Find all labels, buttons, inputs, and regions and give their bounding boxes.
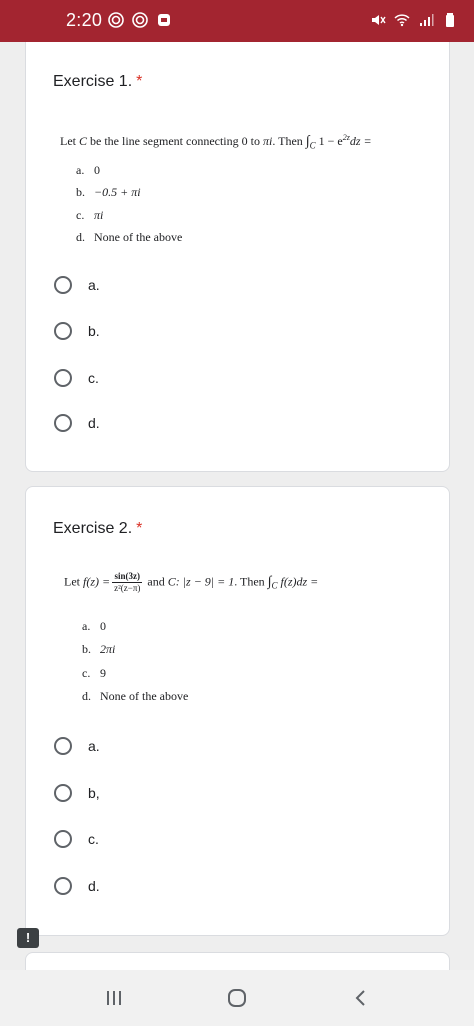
exercise-title-text: Exercise 1. <box>53 73 133 90</box>
answer-option <box>76 230 182 245</box>
exercise-title <box>53 520 142 538</box>
option-letter: b. <box>82 642 91 656</box>
radio-button[interactable] <box>54 877 72 895</box>
radio-choice-d[interactable] <box>54 414 100 432</box>
radio-label: c. <box>88 831 99 847</box>
question-text <box>64 571 318 594</box>
home-icon[interactable] <box>223 986 251 1010</box>
mute-icon <box>370 12 386 28</box>
status-right-icons <box>370 12 458 28</box>
radio-label: a. <box>88 738 100 754</box>
exercise-card <box>25 486 450 936</box>
q-part: dz = <box>349 134 372 148</box>
radio-button[interactable] <box>54 276 72 294</box>
answer-option <box>82 689 188 704</box>
battery-icon <box>442 12 458 28</box>
status-time: 2:20 <box>66 10 103 30</box>
radio-choice-d[interactable] <box>54 877 100 895</box>
q-part: C <box>79 134 88 148</box>
radio-choice-b[interactable] <box>54 322 100 340</box>
radio-choice-a[interactable] <box>54 276 100 294</box>
option-letter: a. <box>82 619 91 633</box>
option-text: −0.5 + πi <box>94 185 141 199</box>
exercise-card <box>25 952 450 970</box>
option-letter: c. <box>76 208 85 222</box>
option-text: 0 <box>94 163 100 177</box>
answer-option <box>82 619 106 634</box>
integral-sign: ∫ <box>305 134 310 149</box>
status-left-icons <box>108 12 172 28</box>
q-part: 1 − e <box>315 134 343 148</box>
radio-label: b. <box>88 323 100 339</box>
radio-choice-c[interactable] <box>54 369 99 387</box>
radio-label: a. <box>88 277 100 293</box>
radio-label: d. <box>88 878 100 894</box>
navigation-bar <box>0 970 474 1026</box>
radio-label: d. <box>88 415 100 431</box>
notification-icon <box>132 12 148 28</box>
option-text: None of the above <box>100 689 189 703</box>
q-part: be the line segment connecting 0 to <box>87 134 263 148</box>
radio-button[interactable] <box>54 784 72 802</box>
answer-option <box>76 163 100 178</box>
answer-option <box>82 642 115 657</box>
option-letter: d. <box>76 230 85 244</box>
exercise-title <box>53 73 142 91</box>
form-content <box>0 42 474 970</box>
option-text: 2πi <box>100 642 116 656</box>
radio-label: c. <box>88 370 99 386</box>
back-icon[interactable] <box>347 986 375 1010</box>
radio-choice-b[interactable] <box>54 784 100 802</box>
integral-sign: ∫ <box>267 574 272 590</box>
q-part: Let <box>60 134 79 148</box>
required-mark: * <box>136 520 143 537</box>
q-part: C <box>271 580 278 591</box>
radio-label: b, <box>88 785 100 801</box>
app-icon <box>156 12 172 28</box>
q-part: Let <box>64 574 83 589</box>
recents-icon[interactable] <box>100 986 128 1010</box>
option-text: 0 <box>100 619 106 633</box>
q-part: πi <box>262 134 273 148</box>
option-letter: d. <box>82 689 91 703</box>
status-bar <box>0 0 474 42</box>
radio-button[interactable] <box>54 414 72 432</box>
question-text <box>60 133 372 150</box>
fraction-numerator: sin(3z) <box>112 571 142 583</box>
option-letter: b. <box>76 185 85 199</box>
q-part: C: |z − 9| = 1 <box>167 574 235 589</box>
radio-button[interactable] <box>54 322 72 340</box>
notification-icon <box>108 12 124 28</box>
radio-choice-c[interactable] <box>54 830 99 848</box>
fraction <box>112 571 142 594</box>
feedback-icon[interactable]: ! <box>17 928 39 948</box>
option-text: None of the above <box>94 230 183 244</box>
fraction-denominator: z²(z−π) <box>114 583 141 593</box>
q-part: 2z <box>342 133 350 142</box>
q-part: and <box>144 574 168 589</box>
option-letter: c. <box>82 666 91 680</box>
radio-button[interactable] <box>54 737 72 755</box>
option-text: 9 <box>100 666 106 680</box>
wifi-icon <box>394 12 410 28</box>
signal-icon <box>418 12 434 28</box>
exercise-title-text: Exercise 2. <box>53 520 133 537</box>
answer-option <box>82 666 106 681</box>
exercise-card <box>25 42 450 472</box>
radio-button[interactable] <box>54 830 72 848</box>
radio-choice-a[interactable] <box>54 737 100 755</box>
answer-option <box>76 185 141 200</box>
q-part: . Then <box>234 574 268 589</box>
option-letter: a. <box>76 163 85 177</box>
option-text: πi <box>94 208 104 222</box>
answer-option <box>76 208 103 223</box>
q-part: C <box>309 140 316 151</box>
q-part: f(z)dz = <box>277 574 319 589</box>
required-mark: * <box>136 73 143 90</box>
q-part: . Then <box>272 134 306 148</box>
q-part: f(z) = <box>83 574 111 589</box>
radio-button[interactable] <box>54 369 72 387</box>
